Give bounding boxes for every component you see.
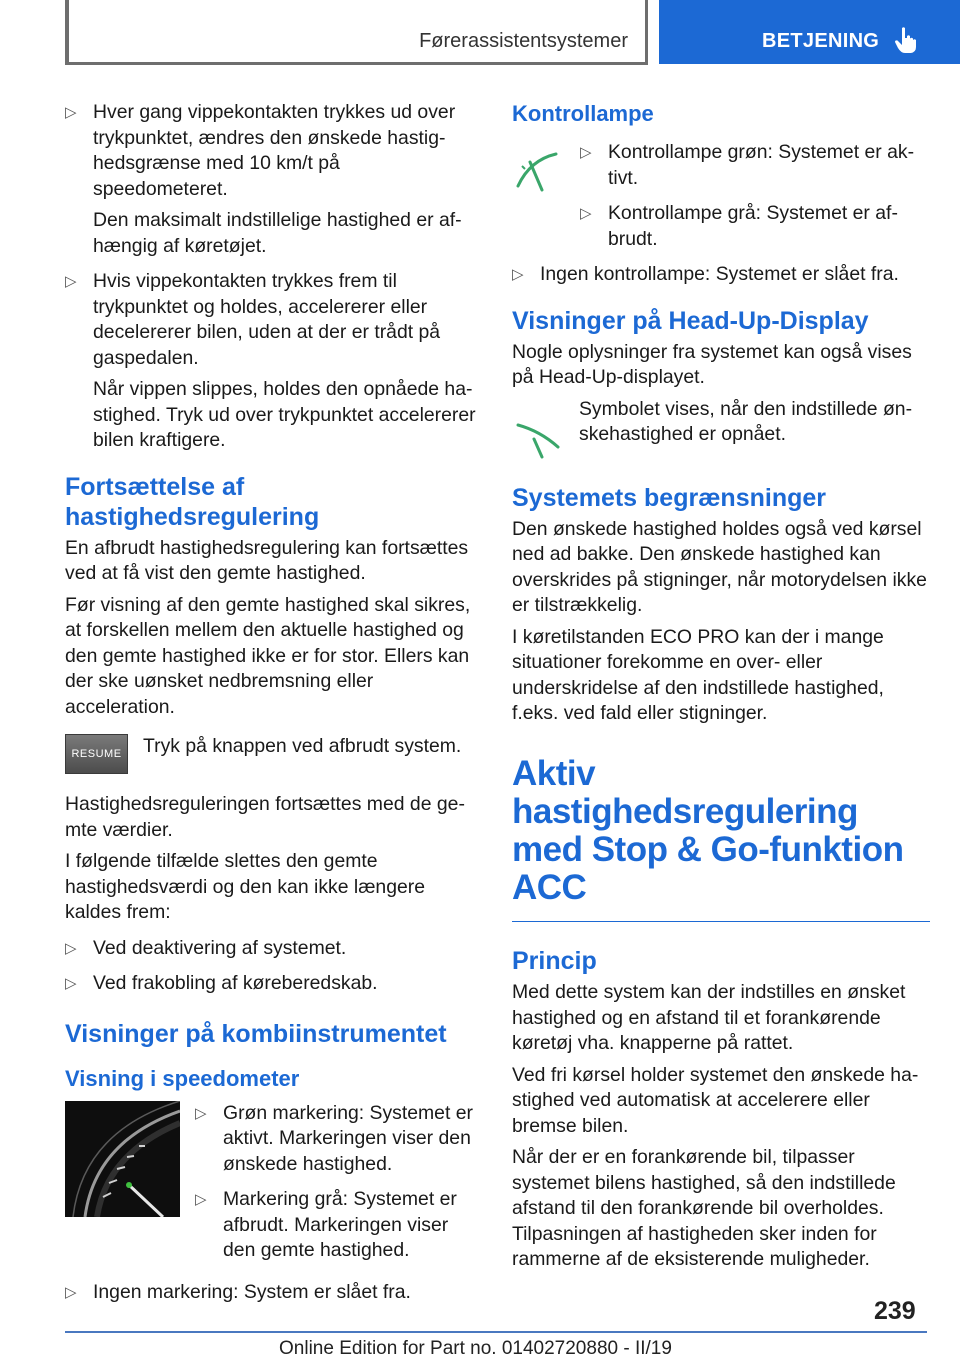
bullet-triangle-icon: ▷ bbox=[65, 975, 77, 992]
list-item-text: Hver gang vippekontakten trykkes ud over trykpunktet, ændres den ønskede hastighedsgrænse med 10 km/t på speedometeret. bbox=[93, 101, 456, 200]
bullet-triangle-icon: ▷ bbox=[195, 1191, 207, 1208]
header-bottom-rule bbox=[65, 62, 648, 65]
list-item bbox=[512, 262, 930, 288]
list-item bbox=[195, 1101, 478, 1178]
paragraph: Nogle oplysninger fra systemet kan også vises på Head-Up-displayet. bbox=[512, 340, 912, 388]
list-item-continuation: Når vippen slippes, holdes den opnåede hastighed. Tryk ud over trykpunktet accelererer bilen kraftigere. bbox=[93, 378, 476, 451]
list-item-text: Grøn markering: Systemet er aktivt. Markeringen viser den ønskede hastighed. bbox=[223, 1101, 473, 1175]
footer-rule bbox=[65, 1331, 927, 1333]
list-item bbox=[65, 100, 478, 259]
kontrollampe-block bbox=[512, 140, 930, 262]
speedometer-list bbox=[195, 1101, 478, 1274]
resume-text: Tryk på knappen ved afbrudt system. bbox=[143, 735, 462, 757]
resume-button[interactable]: RESUME bbox=[65, 734, 128, 774]
section-title: Førerassistentsystemer bbox=[419, 30, 628, 52]
section-heading-visninger: Visninger på kombiinstrumentet bbox=[65, 1019, 447, 1048]
list-item bbox=[65, 269, 478, 454]
chapter-tab-label: BETJENING bbox=[762, 30, 880, 52]
list-item-text: Ingen kontrollampe: Systemet er slået fra. bbox=[540, 263, 899, 285]
header-left-rule bbox=[65, 0, 69, 64]
paragraph: Når der er en forankørende bil, tilpasser systemet bilens hastighed, så den indstillede afstand til den forankørende bil overholdes. Tilpasningen af hastigheden sker inden for rammerne af de eksisterende muligheder. bbox=[512, 1146, 896, 1270]
speedometer-block bbox=[65, 1101, 478, 1274]
header-divider bbox=[645, 0, 648, 64]
list-item bbox=[65, 971, 478, 997]
paragraph: Ved fri kørsel holder systemet den ønskede hastighed ved automatisk at accelerere eller bremse bilen. bbox=[512, 1063, 919, 1137]
kontrollampe-list bbox=[580, 140, 930, 262]
list-item-text: Hvis vippekontakten trykkes frem til trykpunktet og holdes, accelererer eller decelererer bilen, uden at der er trådt på gaspedalen. bbox=[93, 270, 441, 369]
right-column bbox=[512, 100, 930, 1279]
paragraph: Den ønskede hastighed holdes også ved kørsel ned ad bakke. Den ønskede hastighed kan overskrides på stigninger, når motorydelsen ikke er tilstrækkelig. bbox=[512, 517, 927, 616]
bullet-triangle-icon: ▷ bbox=[580, 144, 592, 161]
list-item-text: Ved deaktivering af systemet. bbox=[93, 936, 347, 959]
hud-symbol-block bbox=[512, 397, 930, 459]
section-heading-fortsaettelse: Fortsættelse af hastighedsregulering bbox=[65, 472, 320, 531]
hud-symbol-text: Symbolet vises, når den indstillede ønskehastighed er opnået. bbox=[579, 397, 913, 445]
paragraph: I køretilstanden ECO PRO kan der i mange situationer forekomme en over- eller underskridelse af den indstillede hastighed, f.eks. ved fald eller stigninger. bbox=[512, 625, 884, 724]
list-item bbox=[65, 1280, 478, 1306]
paragraph: Med dette system kan der indstilles en ønsket hastighed og en afstand til et forankørende køretøj vha. knapperne på rattet. bbox=[512, 981, 906, 1054]
hud-speed-symbol-icon bbox=[512, 409, 562, 459]
resume-instruction bbox=[65, 734, 478, 774]
list-item-continuation: Den maksimalt indstillelige hastighed er afhængig af køretøjet. bbox=[93, 209, 462, 257]
list-item-text: Ved frakobling af køreberedskab. bbox=[93, 972, 378, 994]
list-item-text: Markering grå: Systemet er afbrudt. Markeringen viser den gemte hastighed. bbox=[223, 1188, 457, 1261]
paragraph: Før visning af den gemte hastighed skal sikres, at forskellen mellem den aktuelle hastighed og den gemte hastighed ikke er for stor. Ellers kan der ske uønsket nedbremsning eller acceleration. bbox=[65, 593, 471, 718]
list-item bbox=[580, 201, 930, 252]
bullet-triangle-icon: ▷ bbox=[512, 266, 524, 283]
paragraph: I følgende tilfælde slettes den gemte hastighedsværdi og den kan ikke længere kaldes frem: bbox=[65, 850, 426, 923]
heading-rule bbox=[512, 921, 930, 923]
list-item bbox=[195, 1187, 478, 1264]
bullet-triangle-icon: ▷ bbox=[195, 1104, 207, 1122]
left-column bbox=[65, 100, 478, 1315]
subheading-kontrollampe: Kontrollampe bbox=[512, 101, 654, 126]
list-item-text: Kontrollampe grå: Systemet er afbrudt. bbox=[608, 202, 898, 250]
paragraph: Hastighedsreguleringen fortsættes med de gemte værdier. bbox=[65, 793, 465, 841]
section-heading-princip: Princip bbox=[512, 947, 597, 975]
page-number: 239 bbox=[874, 1297, 916, 1325]
speedometer-image bbox=[65, 1101, 180, 1217]
section-heading-begraensninger: Systemets begrænsninger bbox=[512, 483, 826, 512]
bullet-triangle-icon: ▷ bbox=[580, 205, 592, 222]
list-item bbox=[580, 140, 930, 191]
subheading-speedometer: Visning i speedometer bbox=[65, 1065, 300, 1091]
list-item-text: Kontrollampe grøn: Systemet er aktivt. bbox=[608, 141, 915, 189]
bullet-triangle-icon: ▷ bbox=[65, 104, 77, 121]
chapter-heading-acc: Aktiv hastighedsregulering med Stop & Go-funktion ACC bbox=[512, 753, 904, 907]
list-item-text: Ingen markering: System er slået fra. bbox=[93, 1280, 411, 1303]
paragraph: En afbrudt hastighedsregulering kan fortsættes ved at få vist den gemte hastighed. bbox=[65, 536, 469, 584]
speed-indicator-lamp-icon bbox=[512, 148, 562, 198]
section-heading-hud: Visninger på Head-Up-Display bbox=[512, 306, 869, 335]
footer-edition: Online Edition for Part no. 01402720880 - II/19 bbox=[279, 1338, 672, 1359]
bullet-triangle-icon: ▷ bbox=[65, 273, 77, 290]
hand-pointer-icon bbox=[893, 26, 919, 54]
list-item bbox=[65, 936, 478, 962]
bullet-triangle-icon: ▷ bbox=[65, 1283, 77, 1301]
bullet-triangle-icon: ▷ bbox=[65, 939, 77, 957]
